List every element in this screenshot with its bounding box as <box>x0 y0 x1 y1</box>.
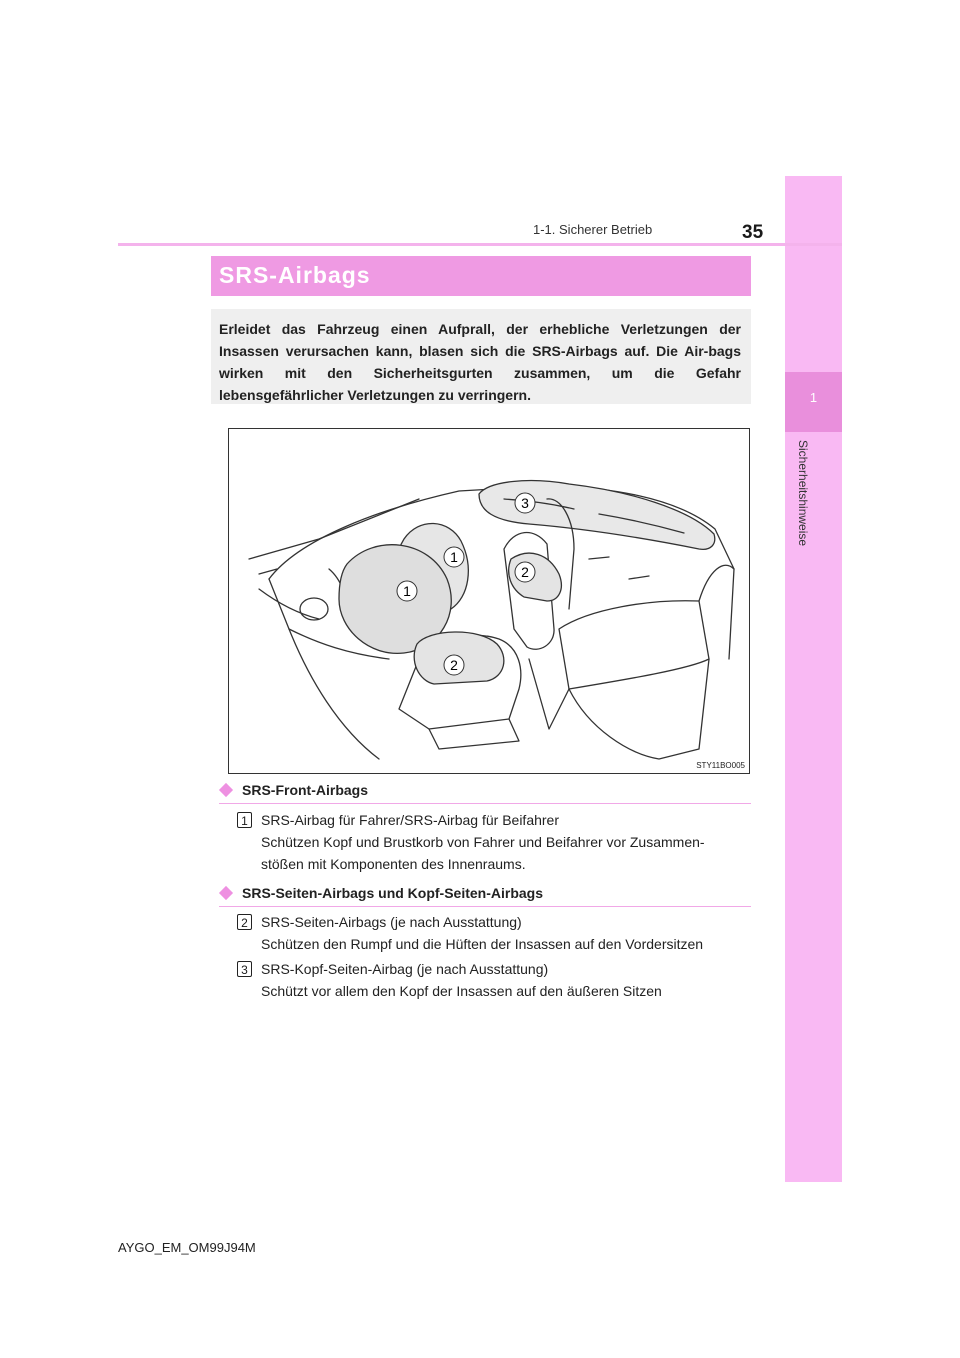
car-interior-drawing <box>229 429 749 773</box>
callout-label: 1 <box>450 549 458 565</box>
callout-1-lower <box>397 581 417 601</box>
callout-3 <box>515 493 535 513</box>
breadcrumb: 1-1. Sicherer Betrieb <box>533 222 653 237</box>
sub-heading-front-airbags: SRS-Front-Airbags <box>242 782 368 798</box>
chapter-number: 1 <box>809 390 818 405</box>
section-title: SRS-Airbags <box>219 262 371 288</box>
intro-box <box>211 309 751 404</box>
intro-text: Erleidet das Fahrzeug einen Aufprall, der erhebliche Verletzungen der Insassen verursachen kann, blasen sich die SRS-Airbags auf. Die Air-bags wirken mit den Sicherheitsgurten zusammen, um die Gefahr lebensgefährlicher Verletzungen zu verringern. <box>219 321 741 403</box>
callout-1-upper <box>444 547 464 567</box>
chapter-label: Sicherheitshinweise <box>796 440 810 547</box>
chapter-side-tab <box>785 176 842 1182</box>
item-number-badge: 3 <box>237 961 252 977</box>
item-description: Schützen Kopf und Brustkorb von Fahrer und Beifahrer vor Zusammen- <box>261 834 705 850</box>
footer-doc-code: AYGO_EM_OM99J94M <box>118 1240 256 1255</box>
airbag-illustration <box>228 428 750 774</box>
item-description: Schützen den Rumpf und die Hüften der Insassen auf den Vordersitzen <box>261 936 704 952</box>
item-title: SRS-Seiten-Airbags (je nach Ausstattung) <box>261 914 522 930</box>
callout-label: 3 <box>521 495 529 511</box>
sub-heading-side-airbags: SRS-Seiten-Airbags und Kopf-Seiten-Airbags <box>242 885 544 901</box>
diamond-bullet-icon <box>219 886 233 900</box>
callout-label: 1 <box>403 583 411 599</box>
sub-heading-divider <box>219 906 751 907</box>
callout-2-lower <box>444 655 464 675</box>
sub-heading-divider <box>219 803 751 804</box>
callout-label: 2 <box>450 657 458 673</box>
header-divider <box>118 243 842 246</box>
item-title: SRS-Kopf-Seiten-Airbag (je nach Ausstattung) <box>261 961 549 977</box>
callout-label: 2 <box>521 564 529 580</box>
figure-code: STY11BO005 <box>696 761 745 770</box>
diamond-bullet-icon <box>219 783 233 797</box>
item-description: Schützt vor allem den Kopf der Insassen auf den äußeren Sitzen <box>261 983 662 999</box>
callout-2-upper <box>515 562 535 582</box>
item-title: SRS-Airbag für Fahrer/SRS-Airbag für Beifahrer <box>261 812 559 828</box>
item-number-badge: 2 <box>237 914 252 930</box>
page-number: 35 <box>742 222 764 243</box>
item-number-badge: 1 <box>237 812 252 828</box>
item-description: stößen mit Komponenten des Innenraums. <box>261 856 526 872</box>
